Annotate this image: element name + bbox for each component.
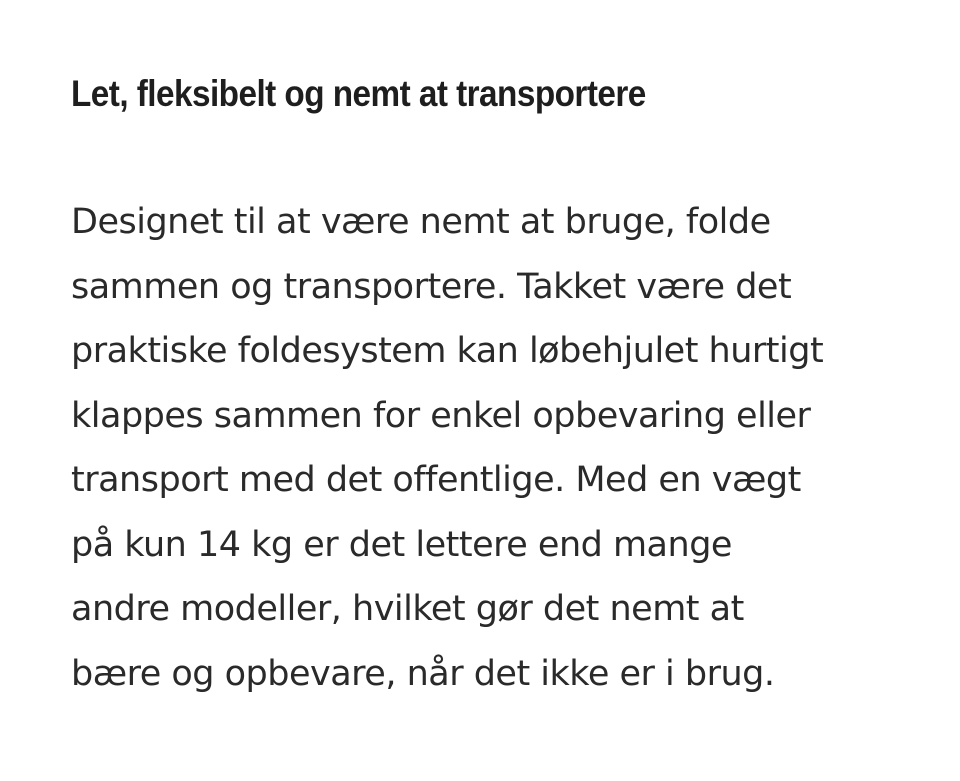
section-heading: Let, fleksibelt og nemt at transportere bbox=[71, 73, 646, 114]
paragraph-line: sammen og transportere. Takket være det bbox=[71, 266, 792, 307]
section-paragraph bbox=[71, 190, 911, 706]
paragraph-line: transport med det offentlige. Med en vægt bbox=[71, 460, 801, 500]
paragraph-line: andre modeller, hvilket gør det nemt at bbox=[71, 589, 744, 629]
paragraph-line: praktiske foldesystem kan løbehjulet hurtigt bbox=[71, 331, 824, 371]
paragraph-line: på kun 14 kg er det lettere end mange bbox=[71, 524, 732, 565]
paragraph-line: Designet til at være nemt at bruge, folde bbox=[71, 202, 771, 242]
paragraph-line: bære og opbevare, når det ikke er i brug. bbox=[71, 653, 775, 694]
paragraph-line: klappes sammen for enkel opbevaring eller bbox=[71, 395, 811, 436]
